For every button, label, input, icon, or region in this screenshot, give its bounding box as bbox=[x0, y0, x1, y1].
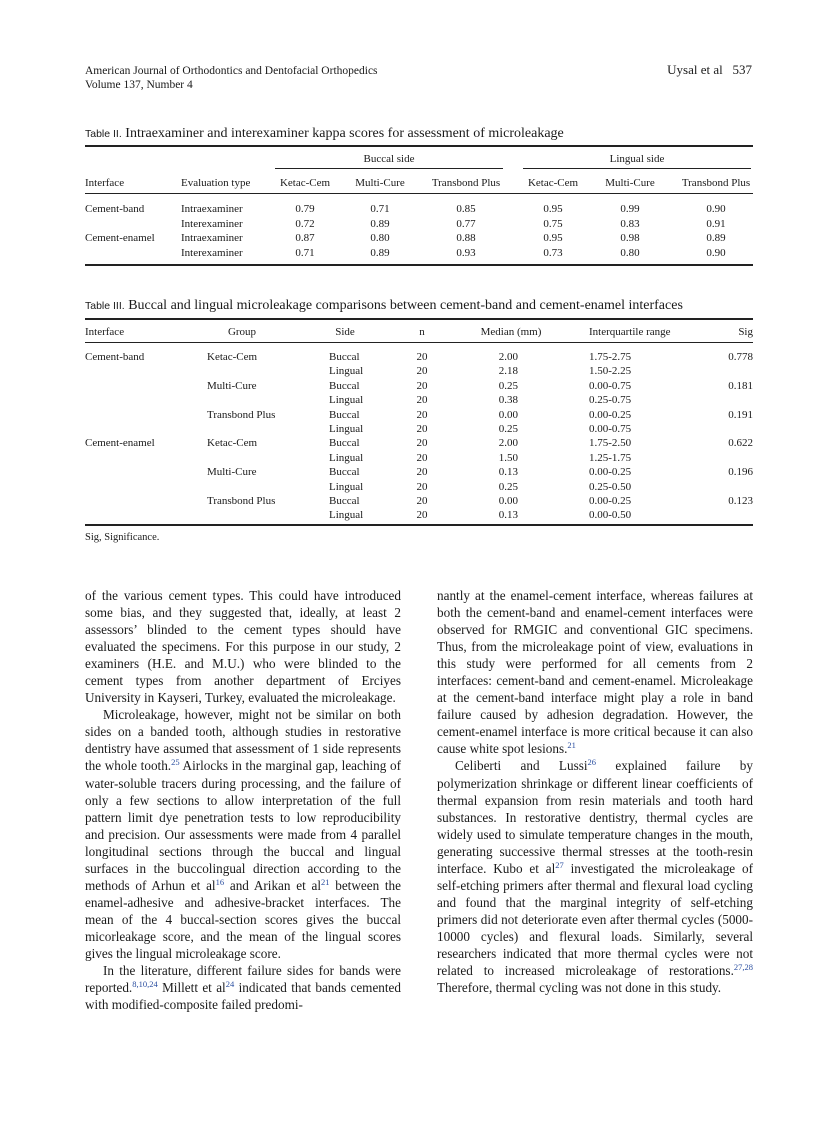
paragraph bbox=[85, 587, 401, 706]
citation-reference[interactable]: 27 bbox=[555, 859, 564, 870]
text-run: Microleakage, however, might not be similar on both sides on a banded tooth, although studies in restorative dentistry have assumed that assessment of 1 side represents the whole tooth. bbox=[85, 707, 401, 774]
table3-cell: Cement-band bbox=[85, 351, 145, 363]
table2-column-header: Multi-Cure bbox=[355, 177, 405, 189]
table2-cell: 0.85 bbox=[456, 203, 476, 215]
text-run: between the enamel-adhesive and adhesive-bracket interfaces. The mean of the 4 buccal-section scores gives the buccal micorleakage score, and the mean of the lingual scores gives the lingual microleakage score. bbox=[85, 877, 402, 961]
table2-cell: Intraexaminer bbox=[181, 203, 243, 215]
table3-cell: 0.00-0.25 bbox=[589, 495, 632, 507]
table3-cell: 0.13 bbox=[498, 509, 518, 522]
table3-cell: Lingual bbox=[329, 423, 364, 435]
table2-cell: 0.71 bbox=[370, 203, 390, 215]
table3-cell: 1.50 bbox=[498, 451, 518, 464]
table3-column-header: Sig bbox=[738, 326, 753, 338]
table3-cell: 0.181 bbox=[728, 379, 753, 392]
table2-label: Table II. bbox=[85, 128, 122, 140]
table3-label: Table III. bbox=[85, 300, 125, 312]
table2-title: Intraexaminer and interexaminer kappa scores for assessment of microleakage bbox=[125, 126, 564, 141]
table3-cell: 0.00-0.75 bbox=[589, 423, 632, 435]
table3-cell: Lingual bbox=[329, 480, 364, 493]
table2-group-rule bbox=[523, 168, 751, 169]
table3-caption bbox=[85, 298, 683, 314]
table2-column-header: Ketac-Cem bbox=[279, 177, 331, 189]
text-run: Millett et al bbox=[157, 980, 226, 996]
table2-cell: 0.89 bbox=[370, 246, 390, 259]
table3-cell: 0.196 bbox=[728, 466, 753, 479]
table2-cell: 0.71 bbox=[295, 246, 315, 259]
journal-title: American Journal of Orthodontics and Dentofacial Orthopedics bbox=[85, 65, 378, 77]
table3-cell: 0.13 bbox=[498, 466, 518, 479]
table3-cell: 1.75-2.75 bbox=[589, 351, 632, 363]
table3-cell: Buccal bbox=[329, 437, 360, 450]
table3-cell: 1.50-2.25 bbox=[589, 365, 632, 378]
table3-cell: Ketac-Cem bbox=[207, 351, 258, 363]
table2-cell: 0.90 bbox=[706, 246, 726, 259]
table3-cell: Lingual bbox=[329, 451, 364, 464]
text-run: indicated that bands cemented with modified-composite failed predomi- bbox=[85, 980, 401, 1013]
table3-cell: 0.622 bbox=[728, 437, 753, 450]
table3-cell: 20 bbox=[416, 379, 428, 392]
table3-column-header: Interquartile range bbox=[589, 326, 671, 338]
table3-cell: Lingual bbox=[329, 365, 364, 378]
table3-cell: 0.00-0.25 bbox=[589, 408, 632, 421]
table3-cell: Transbond Plus bbox=[207, 495, 276, 507]
table2-cell: 0.90 bbox=[706, 203, 726, 215]
paragraph bbox=[437, 757, 753, 996]
paragraph bbox=[85, 962, 401, 1013]
table3-cell: 20 bbox=[416, 451, 428, 464]
table2-group-rule bbox=[275, 168, 503, 169]
table3-cell: 20 bbox=[416, 480, 428, 493]
table2-cell: Intraexaminer bbox=[181, 232, 243, 244]
table3-cell: 0.00-0.50 bbox=[589, 509, 632, 522]
table3-cell: 2.18 bbox=[498, 365, 518, 378]
citation-reference[interactable]: 8,10,24 bbox=[132, 979, 158, 990]
table3-cell: 0.25 bbox=[498, 423, 518, 435]
table2-column-header: Multi-Cure bbox=[605, 177, 655, 189]
table3-cell: Buccal bbox=[329, 495, 360, 507]
table3-cell: 0.123 bbox=[728, 495, 753, 507]
table3-cell: 0.778 bbox=[728, 351, 753, 363]
text-run: explained failure by polymerization shrinkage or different linear coefficients of thermal expansion from resin materials and tooth hard substances. In restorative dentistry, thermal cycles are widely used to simulate temperature changes in the mouth, generating successive thermal stresses at the tooth-resin interface. Kubo et al bbox=[437, 758, 753, 876]
table3-top-rule bbox=[85, 318, 753, 320]
table2-column-header: Interface bbox=[85, 177, 125, 189]
text-run: In the literature, different failure sides for bands were reported. bbox=[85, 963, 401, 996]
table3-title: Buccal and lingual microleakage comparisons between cement-band and cement-enamel interfaces bbox=[128, 298, 683, 313]
table3-cell: 20 bbox=[416, 466, 428, 479]
table3-cell: 2.00 bbox=[498, 437, 518, 450]
table3-column-header: Median (mm) bbox=[480, 326, 542, 338]
citation-reference[interactable]: 24 bbox=[225, 979, 235, 990]
citation-reference[interactable]: 21 bbox=[321, 876, 330, 887]
table2-column-header: Transbond Plus bbox=[431, 177, 501, 189]
text-run: nantly at the enamel-cement interface, whereas failures at both the cement-band and enamel-cement interfaces were observed for RMGIC and conventional GIC specimens. Thus, from the microleakage point of view, evaluations in this study were performed for all cements from 2 interfaces: cement-band and cement-enamel. Microleakage at the cement-band interface might play a role in band failure caused by adhesion degradation. However, the cement-enamel interface is more critical because it can also cause white spot lesions. bbox=[437, 588, 753, 757]
table2-caption bbox=[85, 126, 564, 142]
table3-cell: 20 bbox=[416, 365, 428, 378]
table2-cell: 0.98 bbox=[620, 232, 640, 244]
table3-cell: 0.00 bbox=[498, 495, 518, 507]
table3-cell: 0.00-0.75 bbox=[589, 379, 632, 392]
table2-cell: 0.95 bbox=[543, 232, 563, 244]
author-running-head: Uysal et al bbox=[667, 62, 723, 77]
table2-cell: 0.79 bbox=[295, 203, 315, 215]
table3-cell: Buccal bbox=[329, 379, 360, 392]
table3-cell: 20 bbox=[416, 423, 428, 435]
table3-header-rule bbox=[85, 342, 753, 343]
table3-column-header: Group bbox=[227, 326, 257, 338]
table3-cell: Buccal bbox=[329, 408, 360, 421]
text-run: Therefore, thermal cycling was not done in this study. bbox=[437, 980, 722, 996]
table3-cell: 20 bbox=[416, 351, 428, 363]
table3-cell: 2.00 bbox=[498, 351, 518, 363]
table2-cell: 0.93 bbox=[456, 246, 476, 259]
table3-bottom-rule bbox=[85, 524, 753, 526]
table2-cell: 0.72 bbox=[295, 217, 315, 230]
table2-cell: 0.73 bbox=[543, 246, 563, 259]
table2-cell: 0.88 bbox=[456, 232, 476, 244]
text-run: Airlocks in the marginal gap, leaching of water-soluble tracers during processing, and the failure of only a few sections to allow interpretation of the full pattern limit dye penetration tests to low reproducibility and precision. Our assessments were made from 4 parallel longitudinal sections through the buccal and lingual surfaces in the buccolingual direction according to the methods of Arhun et al bbox=[85, 758, 401, 893]
table3-cell: Cement-enamel bbox=[85, 437, 155, 450]
table2-cell: 0.75 bbox=[543, 217, 563, 230]
table3-cell: 0.191 bbox=[728, 408, 753, 421]
table3-cell: 20 bbox=[416, 408, 428, 421]
table2-column-header: Transbond Plus bbox=[681, 177, 751, 189]
table3-cell: 0.25 bbox=[498, 379, 518, 392]
table2-group-header: Buccal side bbox=[363, 153, 415, 165]
table2-cell: 0.77 bbox=[456, 217, 476, 230]
table3-cell: 0.38 bbox=[498, 394, 518, 407]
table3-cell: Lingual bbox=[329, 394, 364, 407]
table2-cell: Cement-enamel bbox=[85, 232, 155, 244]
table2-cell: 0.91 bbox=[706, 217, 726, 230]
table3-cell: 20 bbox=[416, 394, 428, 407]
citation-reference[interactable]: 27,28 bbox=[733, 962, 753, 973]
citation-reference[interactable]: 26 bbox=[587, 757, 597, 768]
table2-cell: 0.95 bbox=[543, 203, 563, 215]
table2-header-rule bbox=[85, 193, 753, 194]
citation-reference[interactable]: 16 bbox=[215, 876, 225, 887]
table2-cell: 0.89 bbox=[706, 232, 726, 244]
table2-bottom-rule bbox=[85, 264, 753, 266]
body-column-left bbox=[85, 587, 401, 1013]
citation-reference[interactable]: 25 bbox=[171, 757, 180, 768]
text-run: and Arikan et al bbox=[224, 877, 321, 893]
body-column-right bbox=[437, 587, 753, 996]
table3-cell: Buccal bbox=[329, 466, 360, 479]
table3-cell: Lingual bbox=[329, 509, 364, 522]
table2-column-header: Ketac-Cem bbox=[527, 177, 579, 189]
table2-cell: 0.80 bbox=[370, 232, 390, 244]
table3-cell: 0.25-0.50 bbox=[589, 480, 632, 493]
table2-cell: 0.99 bbox=[620, 203, 640, 215]
page-header-right bbox=[667, 63, 752, 77]
text-run: Celiberti and Lussi bbox=[455, 758, 588, 774]
paragraph bbox=[85, 706, 401, 962]
table2-cell: 0.87 bbox=[295, 232, 315, 244]
table2-cell: Interexaminer bbox=[181, 217, 243, 230]
page-number: 537 bbox=[732, 62, 752, 77]
volume-info: Volume 137, Number 4 bbox=[85, 79, 193, 91]
table3-cell: 1.25-1.75 bbox=[589, 451, 632, 464]
table3-cell: Transbond Plus bbox=[207, 408, 276, 421]
table3-cell: 20 bbox=[416, 437, 428, 450]
table3-footnote: Sig, Significance. bbox=[85, 532, 160, 543]
citation-reference[interactable]: 21 bbox=[567, 740, 576, 751]
table3-cell: 1.75-2.50 bbox=[589, 437, 632, 450]
table2-column-header: Evaluation type bbox=[181, 177, 251, 189]
table3-cell: 20 bbox=[416, 509, 428, 522]
table3-column-header: Side bbox=[335, 326, 355, 338]
table2-cell: Interexaminer bbox=[181, 246, 243, 259]
table3-cell: Ketac-Cem bbox=[207, 437, 258, 450]
table2-group-header: Lingual side bbox=[609, 153, 665, 165]
paragraph bbox=[437, 587, 753, 757]
table3-cell: 0.25-0.75 bbox=[589, 394, 632, 407]
table2-cell: 0.89 bbox=[370, 217, 390, 230]
table3-cell: 0.00 bbox=[498, 408, 518, 421]
text-run: investigated the microleakage of self-etching primers after thermal and flexural load cycling and found that the marginal integrity of self-etching primers did not deteriorate even after thermal cycles (5000-10000 cycles) and flexural loads. Similarly, several researchers indicated that more thermal cycles were not related to increased microleakage of restorations. bbox=[437, 860, 753, 979]
table3-cell: Buccal bbox=[329, 351, 360, 363]
table2-top-rule bbox=[85, 145, 753, 147]
table3-cell: 20 bbox=[416, 495, 428, 507]
table3-column-header: n bbox=[419, 326, 425, 338]
table3-cell: Multi-Cure bbox=[207, 466, 257, 479]
table3-cell: 0.25 bbox=[498, 480, 518, 493]
text-run: of the various cement types. This could have introduced some bias, and they suggested that, ideally, at least 2 assessors’ blinded to the cement types should have evaluated the specimens. For this purpose in our study, 2 examiners (H.E. and M.U.) who were blinded to the cement types from another department of Erciyes University in Kayseri, Turkey, evaluated the microleakage. bbox=[85, 588, 401, 706]
table2-cell: 0.80 bbox=[620, 246, 640, 259]
table3-column-header: Interface bbox=[85, 326, 125, 338]
table2-cell: 0.83 bbox=[620, 217, 640, 230]
table3-cell: Multi-Cure bbox=[207, 379, 257, 392]
table2-cell: Cement-band bbox=[85, 203, 145, 215]
table3-cell: 0.00-0.25 bbox=[589, 466, 632, 479]
